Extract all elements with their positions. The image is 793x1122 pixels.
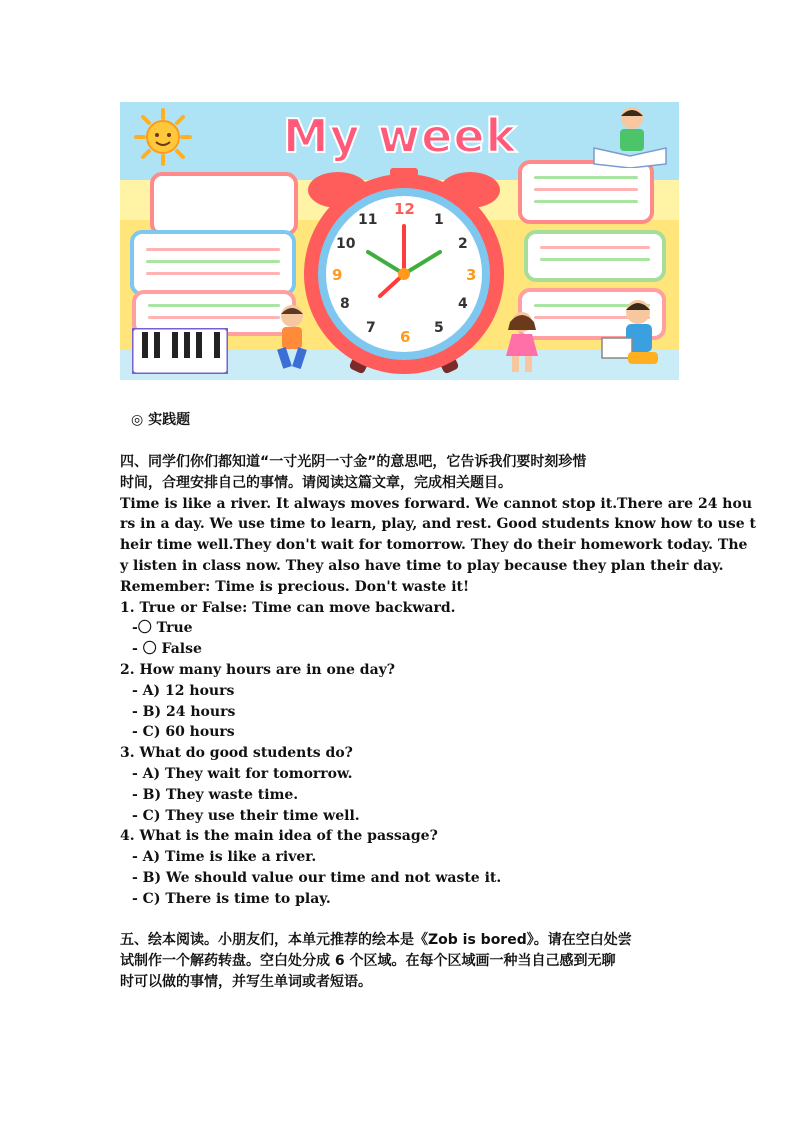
option-b: - B) 24 hours <box>132 703 236 720</box>
passage-line: Time is like a river. It always moves forward. We cannot stop it.There are 24 hou <box>120 495 753 512</box>
clock-number: 7 <box>366 320 376 336</box>
clock-number: 4 <box>458 296 468 312</box>
poster-title: My week <box>282 109 518 163</box>
clock-face <box>326 196 482 352</box>
sun-icon <box>134 108 192 166</box>
option-c: - C) There is time to play. <box>132 890 331 907</box>
clock-number: 12 <box>394 200 415 218</box>
passage-line: y listen in class now. They also have time to play because they plan their day. <box>120 557 724 574</box>
passage-line: heir time well.They don't wait for tomorrow. They do their homework today. The <box>120 537 748 554</box>
question-1: 1. True or False: Time can move backward. <box>120 599 456 616</box>
question-4: 4. What is the main idea of the passage? <box>120 828 438 845</box>
clock-number: 10 <box>336 236 356 252</box>
part5-line: 试制作一个解药转盘。空白处分成 6 个区域。在每个区域画一种当自己感到无聊 <box>120 952 616 969</box>
option-c: - C) 60 hours <box>132 724 235 741</box>
clock-number: 11 <box>358 212 378 228</box>
part4-intro-line: 四、同学们你们都知道“一寸光阴一寸金”的意思吧，它告诉我们要时刻珍惜 <box>120 454 587 470</box>
studying-boy-icon <box>592 104 672 168</box>
clock-number: 5 <box>434 320 444 336</box>
clock-number: 8 <box>340 296 350 312</box>
passage-line: rs in a day. We use time to learn, play, and rest. Good students know how to use t <box>120 516 756 533</box>
clock-number: 6 <box>400 328 411 346</box>
running-boy-icon <box>268 302 316 372</box>
note-box <box>524 230 666 282</box>
passage-line: Remember: Time is precious. Don't waste it! <box>120 578 470 595</box>
reading-boy-icon <box>598 298 670 374</box>
running-girl-icon <box>498 310 546 374</box>
option-a: - A) Time is like a river. <box>132 849 317 866</box>
clock-number: 2 <box>458 236 468 252</box>
question-2: 2. How many hours are in one day? <box>120 661 395 678</box>
option-a: - A) They wait for tomorrow. <box>132 765 353 782</box>
note-box <box>518 160 654 224</box>
section-header: ◎ 实践题 <box>131 412 191 428</box>
option-b: - B) They waste time. <box>132 786 299 803</box>
part4-block <box>120 452 756 910</box>
part4-intro-line: 时间，合理安排自己的事情。请阅读这篇文章，完成相关题目。 <box>120 474 512 491</box>
option-a: - A) 12 hours <box>132 682 235 699</box>
clock-number: 3 <box>466 266 477 284</box>
part5-line: 时可以做的事情，并写生单词或者短语。 <box>120 973 372 990</box>
clock-number: 9 <box>332 266 343 284</box>
part5-line: 五、绘本阅读。小朋友们，本单元推荐的绘本是《Zob is bored》。请在空白处尝 <box>120 932 632 948</box>
note-box <box>130 230 296 296</box>
option-b: - B) We should value our time and not waste it. <box>132 869 502 886</box>
option-true: -〇 True <box>132 620 193 637</box>
option-false: - 〇 False <box>132 641 202 658</box>
part5-block <box>120 930 680 992</box>
clock-number: 1 <box>434 212 444 228</box>
my-week-poster <box>120 102 679 380</box>
option-c: - C) They use their time well. <box>132 807 360 824</box>
question-3: 3. What do good students do? <box>120 745 353 762</box>
piano-icon <box>132 328 228 374</box>
clock-hands-icon <box>326 196 482 352</box>
note-box <box>150 172 298 236</box>
